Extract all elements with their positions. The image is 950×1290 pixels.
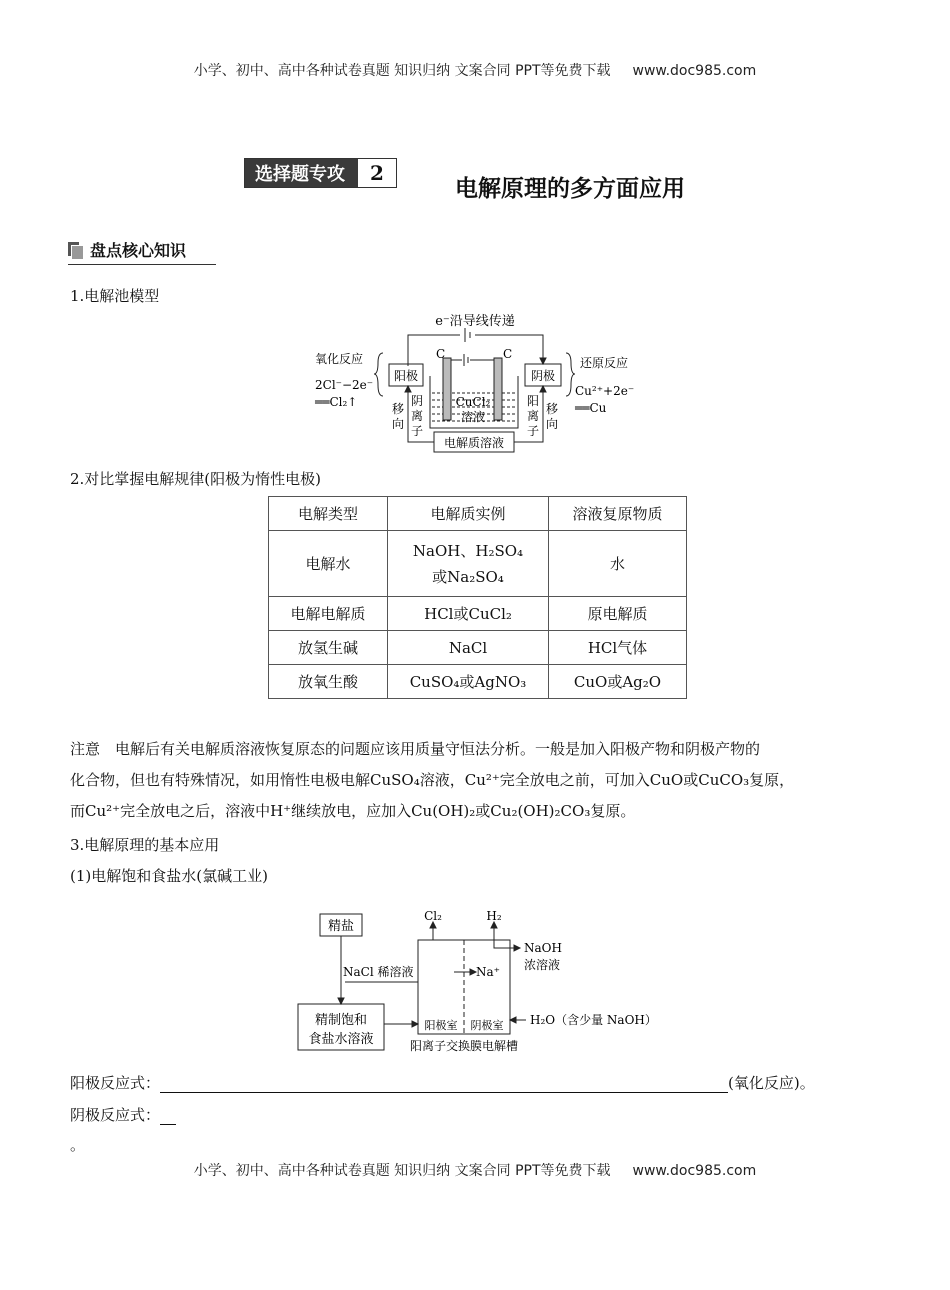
item2-heading: 2.对比掌握电解规律(阳极为惰性电极) xyxy=(70,470,322,488)
table-cell: HCl气体 xyxy=(549,631,687,665)
d2-dilute: NaCl 稀溶液 xyxy=(343,965,414,979)
d1-right-ion-1: 阳 xyxy=(527,394,540,408)
d1-top-label: e⁻沿导线传递 xyxy=(435,314,515,329)
d1-electrode-left: C xyxy=(436,347,446,361)
title-badge-label: 选择题专攻 xyxy=(245,159,355,187)
d2-saturated-1: 精制饱和 xyxy=(314,1013,368,1028)
note-paragraph xyxy=(70,734,890,827)
table-header-cell: 溶液复原物质 xyxy=(549,497,687,531)
table-cell-line: 或Na₂SO₄ xyxy=(432,567,504,586)
table-cell: CuSO₄或AgNO₃ xyxy=(388,665,549,699)
title-badge-number: 2 xyxy=(355,159,396,187)
table-header-cell: 电解类型 xyxy=(269,497,388,531)
header-url[interactable]: www.doc985.com xyxy=(632,63,757,79)
d2-saturated-2: 食盐水溶液 xyxy=(308,1032,374,1047)
note-line-2: 化合物，但也有特殊情况，如用惰性电极电解CuSO₄溶液，Cu²⁺完全放电之前，可加入CuO或CuCO₃复原， xyxy=(70,771,795,789)
anode-answer-line xyxy=(70,1072,815,1093)
d1-anode-reaction-type: 氧化反应 xyxy=(315,352,364,366)
page-header xyxy=(0,60,950,80)
document-icon xyxy=(68,242,82,258)
table-header-row xyxy=(269,497,687,531)
d1-anode-eq-2: ══Cl₂↑ xyxy=(315,395,358,409)
d2-cell-label: 阳离子交换膜电解槽 xyxy=(409,1039,519,1053)
header-text: 小学、初中、高中各种试卷真题 知识归纳 文案合同 PPT等免费下载 xyxy=(193,63,611,79)
table-row xyxy=(269,665,687,699)
d1-solution-1: CuCl₂ xyxy=(455,395,491,409)
table-cell: CuO或Ag₂O xyxy=(549,665,687,699)
table-row xyxy=(269,531,687,597)
table-cell: 放氢生碱 xyxy=(269,631,388,665)
d1-left-ion-2: 离 xyxy=(411,409,424,423)
d1-cathode-eq-2: ══Cu xyxy=(575,401,607,415)
anode-answer-label: 阳极反应式： xyxy=(70,1074,161,1092)
section-heading xyxy=(68,238,216,265)
d1-left-move-1: 移 xyxy=(392,402,405,416)
d1-left-move-2: 向 xyxy=(392,417,405,431)
d2-h2: H₂ xyxy=(486,909,502,923)
item1-heading: 1.电解池模型 xyxy=(70,287,160,305)
d2-water-in: H₂O（含少量 NaOH） xyxy=(530,1013,657,1027)
d1-solution-2: 溶液 xyxy=(460,410,486,424)
cathode-answer-blank[interactable] xyxy=(160,1108,176,1125)
d1-cathode-box: 阴极 xyxy=(530,369,556,383)
d1-left-ion-3: 子 xyxy=(411,424,424,438)
table-row xyxy=(269,631,687,665)
d1-right-ion-2: 离 xyxy=(527,409,540,423)
table-cell: 水 xyxy=(549,531,687,597)
d2-naoh-2: 浓溶液 xyxy=(524,958,561,972)
note-line-1: 注意 电解后有关电解质溶液恢复原态的问题应该用质量守恒法分析。一般是加入阳极产物和阴极产物的 xyxy=(70,740,761,758)
cathode-answer-label: 阴极反应式： xyxy=(70,1106,161,1124)
d2-cathode-room: 阴极室 xyxy=(470,1019,504,1032)
page-title: 电解原理的多方面应用 xyxy=(455,176,685,202)
section-heading-text: 盘点核心知识 xyxy=(90,241,187,260)
d2-anode-room: 阳极室 xyxy=(424,1019,458,1032)
d1-bottom-box: 电解质溶液 xyxy=(443,436,505,450)
d1-cathode-eq-1: Cu²⁺+2e⁻ xyxy=(575,384,635,398)
table-cell: 原电解质 xyxy=(549,597,687,631)
page-footer xyxy=(0,1160,950,1180)
d2-refined-salt: 精盐 xyxy=(327,919,355,934)
d1-anode-box: 阳极 xyxy=(393,369,419,383)
chlor-alkali-diagram xyxy=(290,906,690,1056)
table-cell: HCl或CuCl₂ xyxy=(388,597,549,631)
table-cell: 放氧生酸 xyxy=(269,665,388,699)
d1-right-move-1: 移 xyxy=(546,402,559,416)
d1-cathode-reaction-type: 还原反应 xyxy=(580,356,629,370)
table-cell: 电解水 xyxy=(269,531,388,597)
item3-heading: 3.电解原理的基本应用 xyxy=(70,836,220,854)
anode-answer-blank[interactable] xyxy=(160,1076,728,1093)
table-cell xyxy=(388,531,549,597)
d1-anode-eq-1: 2Cl⁻−2e⁻ xyxy=(315,378,374,392)
note-line-3: 而Cu²⁺完全放电之后，溶液中H⁺继续放电，应加入Cu(OH)₂或Cu₂(OH)₂CO₃复原。 xyxy=(70,802,636,820)
footer-text: 小学、初中、高中各种试卷真题 知识归纳 文案合同 PPT等免费下载 xyxy=(193,1163,611,1179)
electrolytic-cell-diagram xyxy=(300,308,650,456)
answer-period: 。 xyxy=(70,1136,86,1154)
table-row xyxy=(269,597,687,631)
d1-right-ion-3: 子 xyxy=(527,424,540,438)
d2-cl2: Cl₂ xyxy=(424,909,442,923)
d1-left-ion-1: 阴 xyxy=(411,394,424,408)
d2-naoh-1: NaOH xyxy=(524,941,562,955)
d1-right-move-2: 向 xyxy=(546,417,559,431)
d1-electrode-right: C xyxy=(503,347,513,361)
table-cell: 电解电解质 xyxy=(269,597,388,631)
footer-url[interactable]: www.doc985.com xyxy=(632,1163,757,1179)
title-badge xyxy=(244,158,397,188)
table-cell: NaCl xyxy=(388,631,549,665)
table-cell-line: NaOH、H₂SO₄ xyxy=(412,541,524,560)
anode-answer-suffix: (氧化反应)。 xyxy=(728,1074,815,1092)
electrolysis-rules-table xyxy=(268,496,687,699)
cathode-answer-line xyxy=(70,1104,176,1125)
item3-sub1: (1)电解饱和食盐水(氯碱工业) xyxy=(70,867,268,885)
d2-na-ion: Na⁺ xyxy=(476,965,500,979)
table-header-cell: 电解质实例 xyxy=(388,497,549,531)
